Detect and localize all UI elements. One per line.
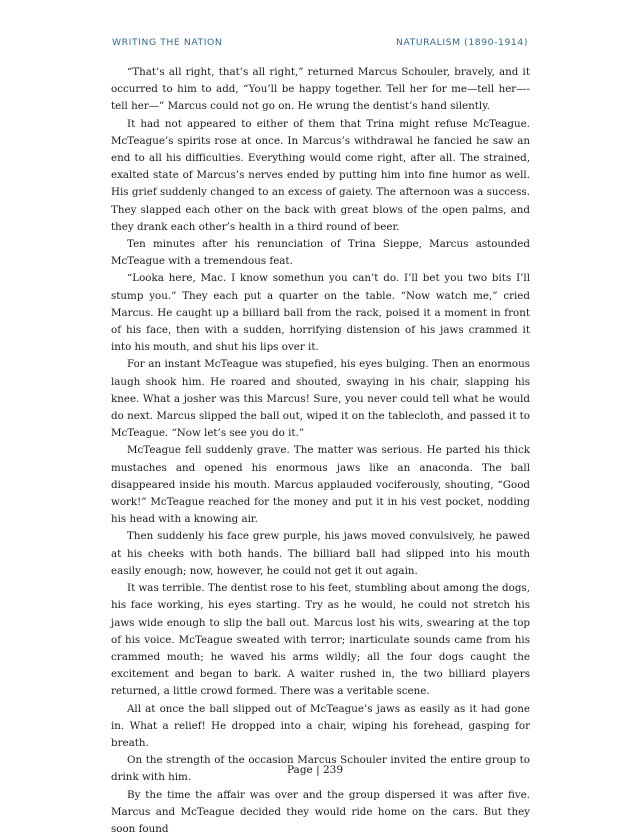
paragraph: Then suddenly his face grew purple, his jaws moved convulsively, he pawed at his cheeks with both hands. The billiard ball had slipped into his mouth easily enough; now, however, he could not get it out again. bbox=[111, 530, 530, 577]
header-section-title: NATURALISM (1890-1914) bbox=[395, 37, 528, 48]
paragraph: All at once the ball slipped out of McTeague’s jaws as easily as it had gone in. What a relief! He dropped into a chair, wiping his forehead, gasping for breath. bbox=[111, 702, 530, 749]
paragraph: For an instant McTeague was stupefied, his eyes bulging. Then an enormous laugh shook him. He roared and shouted, swaying in his chair, slapping his knee. What a josher was this Marcus! Sure, you never could tell what he would do next. Marcus slipped the ball out, wiped it on the tablecloth, and passed it to McTeague. “Now let’s see you do it.” bbox=[111, 358, 530, 440]
paragraph: By the time the affair was over and the group dispersed it was after five. Marcus and McTeague decided they would ride home on the cars. But they soon found bbox=[111, 788, 530, 835]
header-book-title: WRITING THE NATION bbox=[112, 37, 223, 48]
page-number: Page | 239 bbox=[286, 764, 344, 776]
paragraph: McTeague fell suddenly grave. The matter was serious. He parted his thick mustaches and opened his enormous jaws like an anaconda. The ball disappeared inside his mouth. Marcus applauded vociferously, shouting, “Good work!” McTeague reached for the money and put it in his vest pocket, nodding his head with a knowing air. bbox=[111, 444, 530, 526]
paragraph: Ten minutes after his renunciation of Trina Sieppe, Marcus astounded McTeague with a tremendous feat. bbox=[111, 238, 530, 268]
paragraph: It was terrible. The dentist rose to his feet, stumbling about among the dogs, his face working, his eyes starting. Try as he would, he could not stretch his jaws wide enough to slip the ball out. Marcus lost his wits, swearing at the top of his voice. McTeague sweated with terror; inarticulate sounds came from his crammed mouth; he waved his arms wildly; all the four dogs caught the excitement and began to bark. A waiter rushed in, the two billiard players returned, a little crowd formed. There was a veritable scene. bbox=[111, 582, 530, 698]
paragraph: It had not appeared to either of them that Trina might refuse McTeague. McTeague’s spirits rose at once. In Marcus’s withdrawal he fancied he saw an end to all his difficulties. Everything would come right, after all. The strained, exalted state of Marcus’s nerves ended by putting him into fine humor as well. His grief suddenly changed to an excess of gaiety. The afternoon was a success. They slapped each other on the back with great blows of the open palms, and they drank each other’s health in a third round of beer. bbox=[111, 117, 530, 233]
paragraph: “Looka here, Mac. I know somethun you can’t do. I’ll bet you two bits I’ll stump you.” They each put a quarter on the table. “Now watch me,” cried Marcus. He caught up a billiard ball from the rack, poised it a moment in front of his face, then with a sudden, horrifying distension of his jaws crammed it into his mouth, and shut his lips over it. bbox=[111, 272, 530, 354]
body-text bbox=[111, 64, 530, 838]
paragraph: On the strength of the occasion Marcus Schouler invited the entire group to drink with him. bbox=[111, 754, 530, 784]
paragraph: “That’s all right, that’s all right,” returned Marcus Schouler, bravely, and it occurred to him to add, “You’ll be happy together. Tell her for me—tell her—-tell her—” Marcus could not go on. He wrung the dentist’s hand silently. bbox=[111, 66, 530, 113]
running-header bbox=[112, 37, 528, 48]
